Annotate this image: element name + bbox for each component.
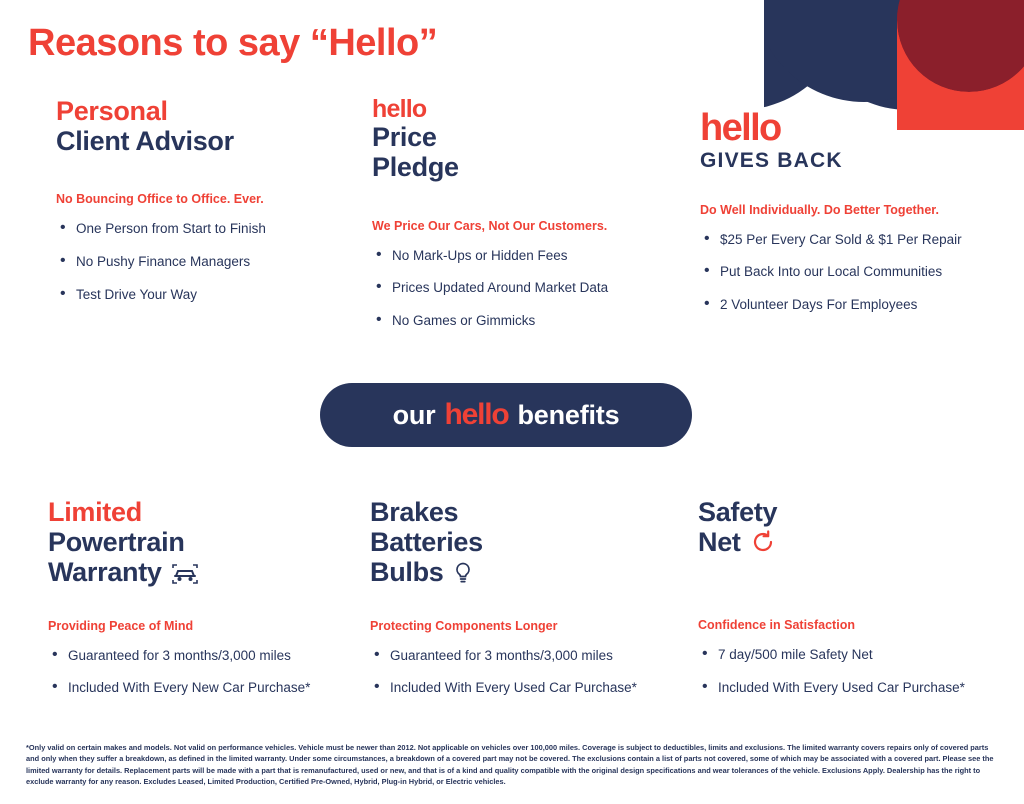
column-title-line2: Powertrain	[48, 527, 185, 558]
list-item: • Put Back Into our Local Communities	[700, 263, 1010, 281]
column-title	[56, 96, 356, 156]
column-brakes-batteries-bulbs	[370, 497, 690, 712]
hello-wordmark: hello	[700, 107, 781, 149]
column-title-line1: Personal	[56, 96, 168, 126]
column-points	[698, 646, 1008, 696]
list-item: • One Person from Start to Finish	[56, 220, 356, 238]
list-item: • Guaranteed for 3 months/3,000 miles	[370, 647, 690, 665]
gives-back-label: GIVES BACK	[700, 149, 843, 173]
column-subhead: Do Well Individually. Do Better Together.	[700, 202, 939, 217]
hello-wordmark: hello	[372, 95, 427, 123]
car-warranty-icon	[172, 560, 198, 590]
column-limited-powertrain-warranty	[48, 497, 358, 712]
list-item: • $25 Per Every Car Sold & $1 Per Repair	[700, 231, 1010, 249]
column-points	[48, 647, 358, 697]
column-personal-client-advisor	[56, 96, 356, 318]
list-item: • No Pushy Finance Managers	[56, 253, 356, 271]
disclaimer-text: *Only valid on certain makes and models. Not valid on performance vehicles. Vehicle must be newer than 2012. Not applicable on vehicles over 100,000 miles. Coverage is subject to deductibles, limits and exclusions. The limited warranty covers repairs only of covered parts and only when they suffer a breakdown, as defined in the limited warranty. Under some circumstances, a breakdown of a covered part may not be covered. The exclusions contain a list of parts not covered, some of which may be associated with a covered part. Please see the limited warranty for details. Replacement parts will be made with a part that is remanufactured, used or new, and that is of a kind and quality compatible with the original design specifications and wear tolerances of the vehicle. Exclusions Apply. Dealership has the right to exclude warranty for any reason. Excludes Leased, Limited Production, Certified Pre-Owned, Hybrid, Plug-in Hybrid, or Electric vehicles.	[26, 743, 994, 787]
column-title-line2: Batteries	[370, 527, 483, 558]
column-title-line1: Safety	[698, 497, 778, 527]
column-title-line3: Warranty	[48, 557, 162, 588]
column-safety-net	[698, 497, 1008, 712]
column-points	[372, 247, 682, 330]
list-item: • Included With Every Used Car Purchase*	[698, 679, 1008, 697]
list-item: • 7 day/500 mile Safety Net	[698, 646, 1008, 664]
our-hello-benefits-banner	[320, 383, 692, 447]
column-hello-price-pledge	[372, 96, 682, 344]
banner-word-benefits: benefits	[517, 399, 620, 430]
page-title: Reasons to say “Hello”	[28, 22, 438, 64]
column-points	[700, 231, 1010, 314]
column-subhead: Providing Peace of Mind	[48, 618, 194, 633]
column-title	[698, 497, 1008, 560]
column-title-line2: Net	[698, 527, 741, 558]
column-title-line1: Brakes	[370, 497, 459, 527]
column-subhead: We Price Our Cars, Not Our Customers.	[372, 218, 608, 233]
column-hello-gives-back	[700, 96, 1010, 328]
list-item: • No Games or Gimmicks	[372, 312, 682, 330]
column-title	[48, 497, 358, 591]
column-title	[372, 96, 682, 183]
column-subhead: Confidence in Satisfaction	[698, 618, 855, 633]
column-title	[370, 497, 690, 591]
list-item: • Included With Every New Car Purchase*	[48, 679, 358, 697]
column-title-line1: Limited	[48, 497, 142, 527]
banner-hello-wordmark: hello	[444, 398, 509, 431]
list-item: • No Mark-Ups or Hidden Fees	[372, 247, 682, 265]
column-title-line2: Client Advisor	[56, 126, 234, 157]
column-title-line1: Price	[372, 122, 437, 153]
refresh-circle-icon	[751, 530, 775, 560]
list-item: • Included With Every Used Car Purchase*	[370, 679, 690, 697]
list-item: • Prices Updated Around Market Data	[372, 279, 682, 297]
column-title-line2: Pledge	[372, 152, 459, 183]
column-subhead: No Bouncing Office to Office. Ever.	[56, 192, 264, 207]
column-points	[56, 220, 356, 303]
lightbulb-icon	[454, 560, 472, 590]
column-title	[700, 107, 1010, 173]
column-title-line3: Bulbs	[370, 557, 444, 588]
list-item: • Guaranteed for 3 months/3,000 miles	[48, 647, 358, 665]
list-item: • Test Drive Your Way	[56, 286, 356, 304]
column-subhead: Protecting Components Longer	[370, 618, 558, 633]
list-item: • 2 Volunteer Days For Employees	[700, 296, 1010, 314]
banner-word-our: our	[392, 399, 436, 430]
column-points	[370, 647, 690, 697]
